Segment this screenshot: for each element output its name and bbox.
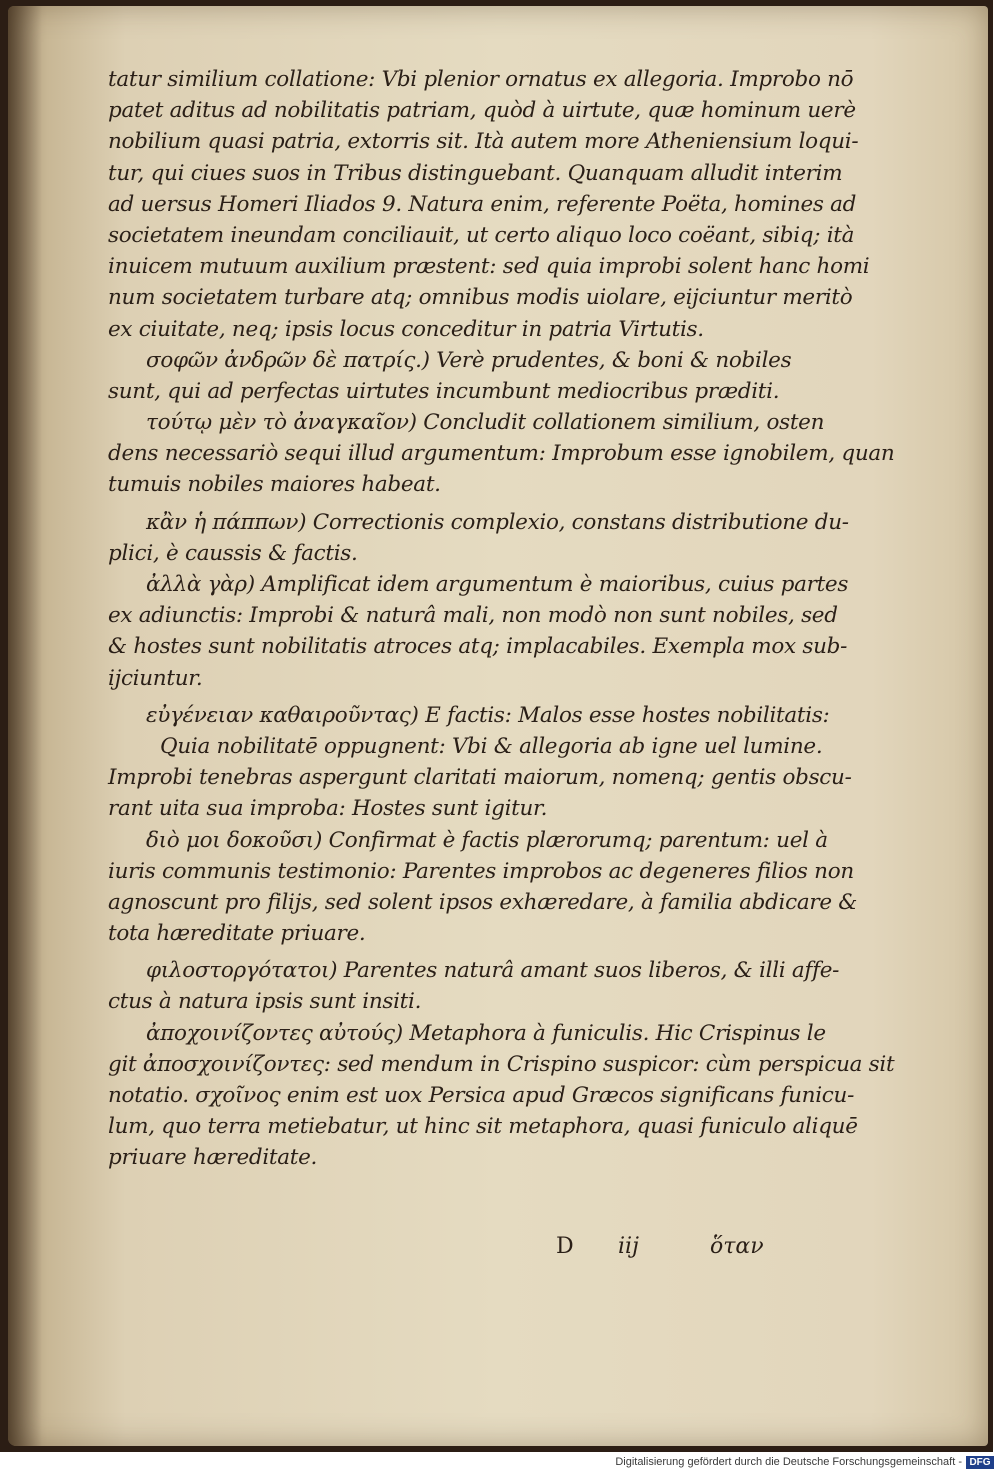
text-line: notatio. σχοῖνος enim est uox Persica apud Græcos significans funicu-	[108, 1083, 855, 1108]
text-line: nobilium quasi patria, extorris sit. Ità autem more Atheniensium loqui-	[108, 129, 859, 155]
text-line: agnoscunt pro filijs, sed solent ipsos exhæredare, à familia abdicare &	[108, 889, 858, 915]
page-text-block	[108, 64, 895, 1174]
lemma-line: κἂν ἡ πάππων) Correctionis complexio, constans distributione du-	[146, 509, 849, 535]
dfg-logo: DFG	[966, 1456, 994, 1469]
signature-number: iij	[618, 1234, 639, 1259]
text-line: rant uita sua improba: Hostes sunt igitur.	[108, 796, 548, 822]
digitization-credit	[615, 1454, 994, 1470]
lemma-line: εὐγένειαν καθαιροῦντας) E factis: Malos esse hostes nobilitatis:	[146, 702, 830, 728]
text-line: tota hæreditate priuare.	[108, 921, 366, 947]
text-line: ctus à natura ipsis sunt insiti.	[108, 989, 422, 1015]
credit-text: Digitalisierung gefördert durch die Deutsche Forschungsgemeinschaft -	[615, 1456, 962, 1468]
text-line: ex ciuitate, neq; ipsis locus conceditur in patria Virtutis.	[108, 316, 704, 342]
text-line: societatem ineundam conciliauit, ut certo aliquo loco coëant, sibiq; ità	[108, 222, 855, 248]
text-line: sunt, qui ad perfectas uirtutes incumbunt mediocribus præditi.	[108, 378, 780, 404]
text-line: patet aditus ad nobilitatis patriam, quòd à uirtute, quæ hominum uerè	[108, 98, 856, 124]
lemma-line: ἀλλὰ γὰρ) Amplificat idem argumentum è maioribus, cuius partes	[146, 572, 849, 597]
lemma-line: ἀποχοινίζοντες αὐτούς) Metaphora à funiculis. Hic Crispinus le	[146, 1020, 826, 1046]
book-page	[8, 6, 988, 1446]
text-line: & hostes sunt nobilitatis atroces atq; implacabiles. Exempla mox sub-	[108, 634, 848, 660]
lemma-line: σοφῶν ἀνδρῶν δὲ πατρίς.) Verè prudentes, & boni & nobiles	[146, 347, 792, 373]
text-line: plici, è caussis & factis.	[108, 540, 358, 566]
text-line: Quia nobilitatē oppugnent: Vbi & allegoria ab igne uel lumine.	[160, 733, 823, 759]
text-line: inuicem mutuum auxilium præstent: sed quia improbi solent hanc homi	[108, 254, 870, 280]
text-line: priuare hæreditate.	[108, 1145, 318, 1171]
text-line: ex adiunctis: Improbi & naturâ mali, non modò non sunt nobiles, sed	[108, 603, 838, 629]
text-line: ad uersus Homeri Iliados 9. Natura enim, referente Poëta, homines ad	[108, 191, 857, 217]
catchword: ὅταν	[710, 1234, 764, 1259]
text-line: num societatem turbare atq; omnibus modis uiolare, eijciuntur meritò	[108, 285, 853, 311]
lemma-line: τούτῳ μὲν τὸ ἀναγκαῖον) Concludit collationem similium, osten	[146, 410, 825, 436]
text-line: lum, quo terra metiebatur, ut hinc sit metaphora, quasi funiculo aliquē	[108, 1114, 858, 1140]
text-line: dens necessariò sequi illud argumentum: Improbum esse ignobilem, quan	[108, 441, 895, 467]
page-footer-line	[108, 1234, 808, 1268]
text-line: tumuis nobiles maiores habeat.	[108, 472, 441, 498]
text-line: tatur similium collatione: Vbi plenior ornatus ex allegoria. Improbo nō	[108, 67, 854, 92]
text-line: ijciuntur.	[108, 665, 203, 691]
text-line: tur, qui ciues suos in Tribus distinguebant. Quanquam alludit interim	[108, 160, 843, 186]
text-line: Improbi tenebras aspergunt claritati maiorum, nomenq; gentis obscu-	[108, 765, 852, 791]
lemma-line: φιλοστοργότατοι) Parentes naturâ amant suos liberos, & illi affe-	[146, 958, 840, 984]
signature-mark: D	[556, 1234, 574, 1259]
text-line: iuris communis testimonio: Parentes improbos ac degeneres filios non	[108, 858, 854, 884]
text-line: git ἀποσχοινίζοντες: sed mendum in Crispino suspicor: cùm perspicua sit	[108, 1051, 895, 1077]
lemma-line: διὸ μοι δοκοῦσι) Confirmat è factis plærorumq; parentum: uel à	[146, 827, 828, 853]
